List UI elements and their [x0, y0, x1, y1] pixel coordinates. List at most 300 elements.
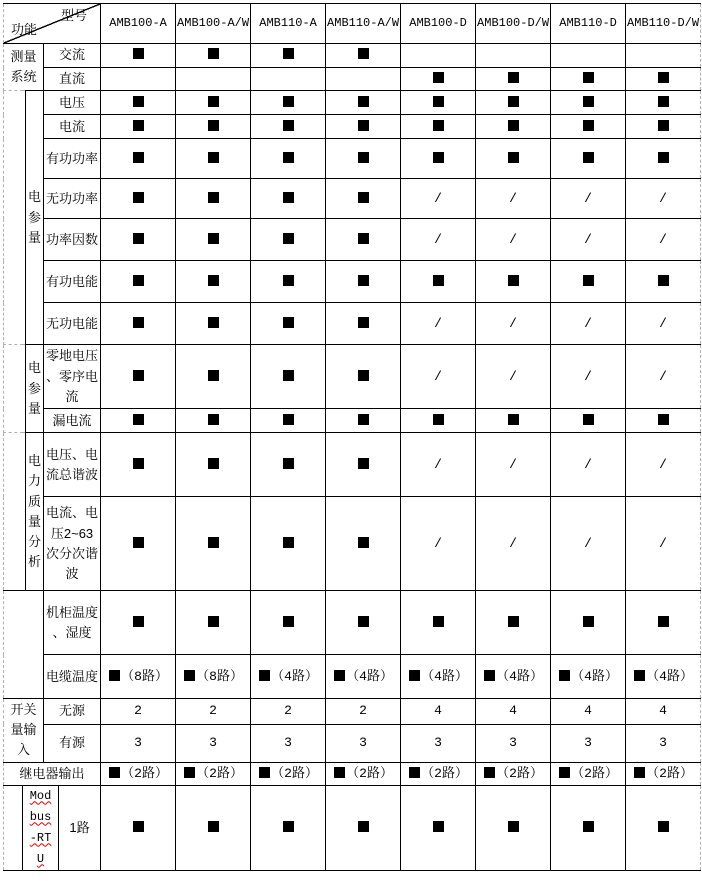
- group-label: 电参量: [26, 345, 44, 433]
- value-cell: /: [626, 179, 701, 219]
- row-label: 有源: [44, 724, 101, 762]
- filled-square-icon: [358, 370, 369, 381]
- value-cell: [551, 91, 626, 115]
- value-cell: [326, 139, 401, 179]
- value-cell: [551, 261, 626, 303]
- group-label: 开关量输入: [4, 699, 44, 762]
- value-cell: [326, 655, 401, 699]
- model-header: AMB110-D/W: [626, 4, 701, 44]
- table-body: [4, 4, 701, 871]
- value-text: （2路）: [571, 765, 618, 781]
- filled-square-icon: [583, 616, 594, 627]
- filled-square-icon: [433, 152, 444, 163]
- value-cell: [476, 139, 551, 179]
- value-text: （4路）: [496, 668, 543, 684]
- protocol-label: [23, 785, 59, 870]
- filled-square-icon: [583, 821, 594, 832]
- value-cell: [401, 591, 476, 655]
- filled-square-icon: [208, 233, 219, 244]
- value-cell: [401, 139, 476, 179]
- value-cell: [326, 91, 401, 115]
- value-cell: [326, 68, 401, 91]
- value-cell: [251, 261, 326, 303]
- value-cell: [251, 785, 326, 870]
- value-cell: [551, 762, 626, 785]
- value-cell: [551, 44, 626, 68]
- spacer-cell: [4, 785, 23, 870]
- filled-square-icon: [358, 120, 369, 131]
- filled-square-icon: [358, 414, 369, 425]
- value-cell: [326, 591, 401, 655]
- filled-square-icon: [109, 670, 120, 681]
- filled-square-icon: [283, 414, 294, 425]
- spellcheck-word: U: [36, 851, 45, 866]
- value-cell: [101, 91, 176, 115]
- value-cell: [176, 261, 251, 303]
- filled-square-icon: [583, 275, 594, 286]
- filled-square-icon: [259, 767, 270, 778]
- table-row: [4, 219, 701, 261]
- value-cell: 2: [101, 699, 176, 725]
- filled-square-icon: [583, 96, 594, 107]
- value-cell: [551, 591, 626, 655]
- model-header: AMB100-A/W: [176, 4, 251, 44]
- value-cell: [626, 785, 701, 870]
- value-cell: [551, 139, 626, 179]
- filled-square-icon: [133, 48, 144, 59]
- filled-square-icon: [133, 192, 144, 203]
- value-text: （4路）: [346, 668, 393, 684]
- value-cell: /: [476, 219, 551, 261]
- table-row: [4, 762, 701, 785]
- table-row: [4, 139, 701, 179]
- spacer-cell: [4, 433, 26, 591]
- value-cell: [326, 762, 401, 785]
- value-cell: /: [476, 179, 551, 219]
- filled-square-icon: [208, 48, 219, 59]
- value-cell: [401, 762, 476, 785]
- value-cell: [551, 409, 626, 433]
- filled-square-icon: [358, 96, 369, 107]
- model-header: AMB110-D: [551, 4, 626, 44]
- corner-function-label: 功能: [11, 21, 38, 37]
- value-cell: [176, 219, 251, 261]
- filled-square-icon: [433, 821, 444, 832]
- model-header: AMB100-D/W: [476, 4, 551, 44]
- filled-square-icon: [433, 72, 444, 83]
- filled-square-icon: [133, 616, 144, 627]
- filled-square-icon: [508, 414, 519, 425]
- value-cell: [476, 91, 551, 115]
- value-cell: [326, 115, 401, 139]
- value-cell: [626, 44, 701, 68]
- filled-square-icon: [583, 120, 594, 131]
- value-cell: [401, 785, 476, 870]
- value-text: （8路）: [121, 668, 168, 684]
- filled-square-icon: [283, 233, 294, 244]
- filled-square-icon: [358, 48, 369, 59]
- filled-square-icon: [358, 537, 369, 548]
- value-cell: [476, 785, 551, 870]
- value-cell: 2: [176, 699, 251, 725]
- value-cell: [176, 91, 251, 115]
- table-row: [4, 409, 701, 433]
- corner-model-label: 型号: [61, 8, 88, 23]
- filled-square-icon: [658, 414, 669, 425]
- filled-square-icon: [433, 616, 444, 627]
- value-cell: [476, 655, 551, 699]
- row-label: 机柜温度、湿度: [44, 591, 101, 655]
- filled-square-icon: [358, 317, 369, 328]
- value-cell: [101, 44, 176, 68]
- value-cell: [626, 68, 701, 91]
- filled-square-icon: [634, 670, 645, 681]
- row-label: 无功电能: [44, 303, 101, 345]
- value-cell: [626, 115, 701, 139]
- value-cell: [251, 409, 326, 433]
- value-cell: /: [401, 303, 476, 345]
- filled-square-icon: [634, 767, 645, 778]
- table-row: [4, 91, 701, 115]
- value-cell: /: [551, 179, 626, 219]
- value-cell: [251, 91, 326, 115]
- value-cell: 3: [176, 724, 251, 762]
- filled-square-icon: [409, 670, 420, 681]
- value-cell: /: [476, 345, 551, 409]
- filled-square-icon: [658, 152, 669, 163]
- value-cell: /: [551, 345, 626, 409]
- filled-square-icon: [283, 120, 294, 131]
- table-row: [4, 655, 701, 699]
- value-cell: [476, 68, 551, 91]
- value-cell: [326, 345, 401, 409]
- value-cell: [476, 762, 551, 785]
- filled-square-icon: [283, 152, 294, 163]
- value-cell: [176, 762, 251, 785]
- value-text: （2路）: [121, 765, 168, 781]
- filled-square-icon: [358, 152, 369, 163]
- filled-square-icon: [208, 821, 219, 832]
- value-cell: [551, 785, 626, 870]
- filled-square-icon: [133, 317, 144, 328]
- table-row: [4, 115, 701, 139]
- value-text: （4路）: [271, 668, 318, 684]
- filled-square-icon: [433, 275, 444, 286]
- spellcheck-word: bus: [29, 809, 52, 824]
- filled-square-icon: [133, 414, 144, 425]
- value-cell: 3: [401, 724, 476, 762]
- filled-square-icon: [508, 821, 519, 832]
- row-label: 电压、电流总谐波: [44, 433, 101, 497]
- table-row: [4, 433, 701, 497]
- value-cell: [251, 303, 326, 345]
- row-label: 直流: [44, 68, 101, 91]
- value-cell: [251, 655, 326, 699]
- filled-square-icon: [358, 275, 369, 286]
- protocol-line: [23, 849, 58, 870]
- filled-square-icon: [133, 458, 144, 469]
- value-cell: 2: [326, 699, 401, 725]
- value-cell: /: [476, 497, 551, 591]
- group-label: 测量系统: [4, 44, 44, 91]
- row-label: 无源: [44, 699, 101, 725]
- value-cell: [176, 345, 251, 409]
- value-cell: [626, 261, 701, 303]
- filled-square-icon: [208, 370, 219, 381]
- table-row: [4, 699, 701, 725]
- filled-square-icon: [334, 767, 345, 778]
- table-row: [4, 44, 701, 68]
- table-row: [4, 591, 701, 655]
- value-cell: [626, 655, 701, 699]
- value-text: （8路）: [196, 668, 243, 684]
- filled-square-icon: [433, 96, 444, 107]
- value-cell: [101, 219, 176, 261]
- filled-square-icon: [484, 767, 495, 778]
- value-cell: [251, 345, 326, 409]
- value-cell: [401, 91, 476, 115]
- value-cell: [326, 179, 401, 219]
- value-cell: [476, 115, 551, 139]
- table-row: [4, 345, 701, 409]
- value-cell: 3: [626, 724, 701, 762]
- filled-square-icon: [283, 458, 294, 469]
- value-cell: [326, 303, 401, 345]
- corner-cell: [4, 4, 101, 44]
- filled-square-icon: [508, 616, 519, 627]
- filled-square-icon: [658, 821, 669, 832]
- channel-label: 1路: [59, 785, 101, 870]
- filled-square-icon: [283, 537, 294, 548]
- value-cell: [176, 785, 251, 870]
- value-cell: [176, 655, 251, 699]
- table-row: [4, 179, 701, 219]
- row-label: 电流、电压2~63次分次谐波: [44, 497, 101, 591]
- value-text: （4路）: [646, 668, 693, 684]
- value-cell: /: [401, 179, 476, 219]
- filled-square-icon: [658, 275, 669, 286]
- group-label: 电力质量分析: [26, 433, 44, 591]
- value-cell: [626, 91, 701, 115]
- filled-square-icon: [133, 275, 144, 286]
- filled-square-icon: [133, 821, 144, 832]
- value-cell: [101, 409, 176, 433]
- filled-square-icon: [583, 414, 594, 425]
- table-row: [4, 303, 701, 345]
- value-text: （4路）: [421, 668, 468, 684]
- value-cell: /: [401, 433, 476, 497]
- value-cell: /: [626, 345, 701, 409]
- value-cell: [176, 591, 251, 655]
- filled-square-icon: [208, 120, 219, 131]
- value-cell: [101, 655, 176, 699]
- filled-square-icon: [283, 370, 294, 381]
- filled-square-icon: [208, 152, 219, 163]
- spellcheck-word: -RT: [29, 830, 52, 845]
- value-cell: [251, 115, 326, 139]
- filled-square-icon: [133, 537, 144, 548]
- filled-square-icon: [508, 72, 519, 83]
- filled-square-icon: [133, 233, 144, 244]
- value-cell: /: [476, 303, 551, 345]
- value-cell: [176, 139, 251, 179]
- value-cell: [326, 261, 401, 303]
- filled-square-icon: [208, 537, 219, 548]
- value-cell: /: [476, 433, 551, 497]
- value-cell: [326, 785, 401, 870]
- value-cell: [101, 762, 176, 785]
- value-cell: [251, 591, 326, 655]
- spacer-cell: [4, 591, 44, 699]
- filled-square-icon: [484, 670, 495, 681]
- filled-square-icon: [508, 152, 519, 163]
- value-text: （2路）: [421, 765, 468, 781]
- value-cell: 4: [551, 699, 626, 725]
- value-text: （2路）: [496, 765, 543, 781]
- value-cell: [251, 44, 326, 68]
- filled-square-icon: [259, 670, 270, 681]
- table-row: [4, 724, 701, 762]
- value-text: （2路）: [196, 765, 243, 781]
- value-cell: [101, 179, 176, 219]
- table-row: [4, 785, 701, 870]
- row-label: 无功功率: [44, 179, 101, 219]
- value-cell: [326, 219, 401, 261]
- filled-square-icon: [358, 616, 369, 627]
- value-cell: [101, 303, 176, 345]
- value-cell: 3: [101, 724, 176, 762]
- value-cell: [326, 409, 401, 433]
- value-cell: [101, 115, 176, 139]
- filled-square-icon: [283, 275, 294, 286]
- value-cell: [101, 139, 176, 179]
- filled-square-icon: [658, 120, 669, 131]
- filled-square-icon: [283, 317, 294, 328]
- filled-square-icon: [583, 152, 594, 163]
- filled-square-icon: [208, 192, 219, 203]
- filled-square-icon: [658, 96, 669, 107]
- value-cell: 2: [251, 699, 326, 725]
- value-cell: /: [626, 497, 701, 591]
- value-cell: /: [401, 345, 476, 409]
- value-cell: [551, 655, 626, 699]
- filled-square-icon: [358, 192, 369, 203]
- value-cell: 3: [251, 724, 326, 762]
- table-row: [4, 4, 701, 44]
- spec-comparison-table: [3, 3, 701, 871]
- model-header: AMB110-A: [251, 4, 326, 44]
- value-cell: 4: [401, 699, 476, 725]
- value-cell: [176, 433, 251, 497]
- model-header: AMB100-D: [401, 4, 476, 44]
- filled-square-icon: [133, 370, 144, 381]
- filled-square-icon: [358, 458, 369, 469]
- value-cell: 3: [476, 724, 551, 762]
- filled-square-icon: [283, 96, 294, 107]
- value-cell: /: [401, 219, 476, 261]
- value-cell: [101, 261, 176, 303]
- model-header: AMB110-A/W: [326, 4, 401, 44]
- filled-square-icon: [208, 616, 219, 627]
- filled-square-icon: [208, 414, 219, 425]
- filled-square-icon: [433, 120, 444, 131]
- value-cell: 4: [626, 699, 701, 725]
- value-cell: /: [551, 433, 626, 497]
- value-cell: [101, 591, 176, 655]
- filled-square-icon: [184, 767, 195, 778]
- value-cell: [476, 591, 551, 655]
- filled-square-icon: [358, 821, 369, 832]
- filled-square-icon: [508, 96, 519, 107]
- value-cell: /: [626, 433, 701, 497]
- row-label: 电缆温度: [44, 655, 101, 699]
- value-cell: /: [551, 219, 626, 261]
- value-cell: [251, 139, 326, 179]
- filled-square-icon: [334, 670, 345, 681]
- table-row: [4, 68, 701, 91]
- value-cell: [551, 115, 626, 139]
- filled-square-icon: [208, 96, 219, 107]
- value-text: （2路）: [646, 765, 693, 781]
- filled-square-icon: [583, 72, 594, 83]
- value-cell: [626, 591, 701, 655]
- value-cell: [251, 219, 326, 261]
- diagonal-divider: [4, 4, 100, 43]
- value-cell: 4: [476, 699, 551, 725]
- value-cell: /: [626, 219, 701, 261]
- value-cell: [251, 762, 326, 785]
- protocol-line: [23, 828, 58, 849]
- filled-square-icon: [508, 120, 519, 131]
- filled-square-icon: [358, 233, 369, 244]
- value-cell: 3: [551, 724, 626, 762]
- group-label: 继电器输出: [4, 762, 101, 785]
- value-cell: [101, 433, 176, 497]
- filled-square-icon: [409, 767, 420, 778]
- value-cell: [176, 497, 251, 591]
- value-text: （4路）: [571, 668, 618, 684]
- filled-square-icon: [559, 670, 570, 681]
- protocol-line: [23, 786, 58, 807]
- value-cell: [251, 68, 326, 91]
- value-cell: [176, 303, 251, 345]
- filled-square-icon: [109, 767, 120, 778]
- row-label: 交流: [44, 44, 101, 68]
- row-label: 电流: [44, 115, 101, 139]
- value-cell: [176, 44, 251, 68]
- value-cell: [401, 44, 476, 68]
- value-cell: [326, 497, 401, 591]
- value-cell: [326, 44, 401, 68]
- filled-square-icon: [208, 458, 219, 469]
- filled-square-icon: [283, 192, 294, 203]
- filled-square-icon: [133, 152, 144, 163]
- value-cell: [101, 785, 176, 870]
- spellcheck-word: Mod: [29, 788, 52, 803]
- value-cell: [176, 179, 251, 219]
- filled-square-icon: [508, 275, 519, 286]
- filled-square-icon: [208, 317, 219, 328]
- value-cell: [476, 261, 551, 303]
- filled-square-icon: [283, 821, 294, 832]
- row-label: 电压: [44, 91, 101, 115]
- filled-square-icon: [559, 767, 570, 778]
- row-label: 有功电能: [44, 261, 101, 303]
- value-cell: [401, 68, 476, 91]
- value-cell: [251, 497, 326, 591]
- value-cell: [551, 68, 626, 91]
- table-row: [4, 497, 701, 591]
